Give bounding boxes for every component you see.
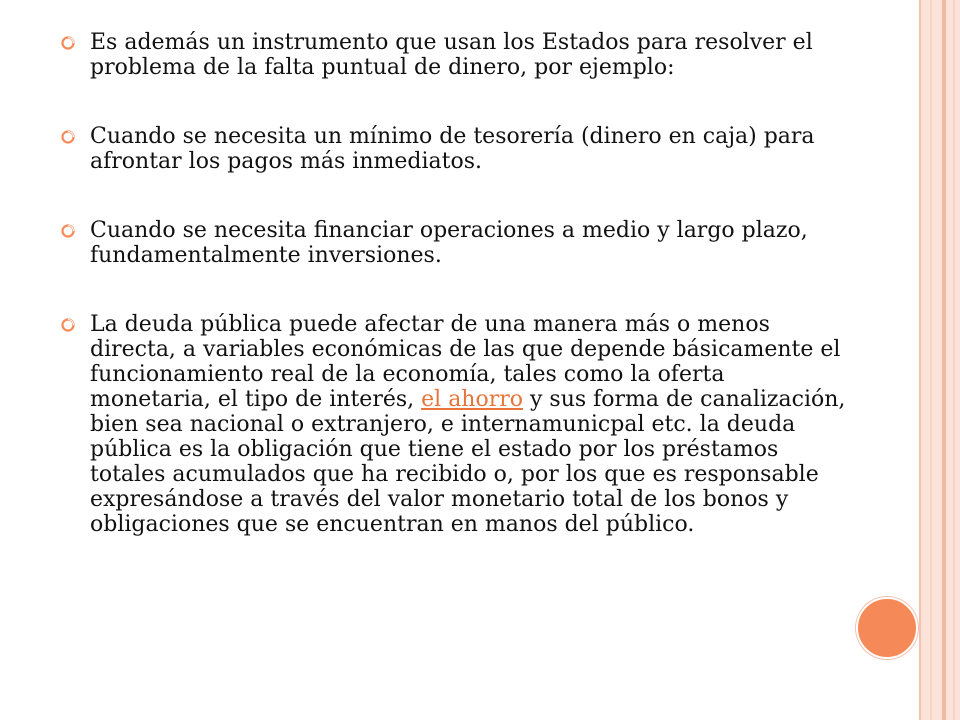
- open-circle-bullet-icon: [60, 223, 76, 239]
- accent-circle: [856, 597, 918, 659]
- el-ahorro-link[interactable]: el ahorro: [421, 387, 523, 412]
- bullet-text-before-link: La deuda pública puede afectar de una manera más o menos directa, a variables económicas de las que depende básicamente el funcionamiento real de la economía, tales como la oferta monetaria, el tipo de interés,: [90, 312, 841, 412]
- decorative-stripe: [919, 0, 921, 720]
- bullet-list: [60, 30, 850, 581]
- bullet-item: [60, 218, 850, 268]
- open-circle-bullet-icon: [60, 317, 76, 333]
- bullet-item: [60, 312, 850, 537]
- bullet-item: [60, 124, 850, 174]
- open-circle-bullet-icon: [60, 35, 76, 51]
- decorative-stripe: [953, 0, 955, 720]
- bullet-text: Es además un instrumento que usan los Estados para resolver el problema de la falta puntual de dinero, por ejemplo:: [90, 30, 813, 80]
- decorative-stripe: [930, 0, 932, 720]
- bullet-text-after-link: y sus forma de canalización, bien sea nacional o extranjero, e internamunicpal etc. la deuda pública es la obligación que tiene el estado por los préstamos totales acumulados que ha recibido o, por los que es responsable expresándose a través del valor monetario total de los bonos y obligaciones que se encuentran en manos del público.: [90, 387, 846, 537]
- bullet-text: Cuando se necesita financiar operaciones a medio y largo plazo, fundamentalmente inversiones.: [90, 218, 808, 268]
- decorative-stripe: [942, 0, 946, 720]
- bullet-item: [60, 30, 850, 80]
- bullet-text: Cuando se necesita un mínimo de tesorería (dinero en caja) para afrontar los pagos más inmediatos.: [90, 124, 815, 174]
- open-circle-bullet-icon: [60, 129, 76, 145]
